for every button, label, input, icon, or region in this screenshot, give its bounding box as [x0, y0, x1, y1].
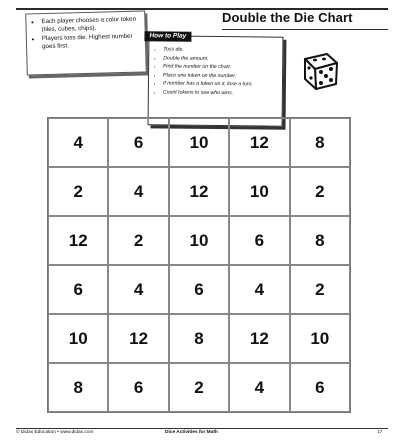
chart-cell: 4: [229, 265, 289, 314]
chart-cell: 6: [229, 216, 289, 265]
page-title: Double the Die Chart: [222, 10, 353, 25]
chart-cell: 2: [108, 216, 168, 265]
how-to-play-card: [148, 32, 284, 126]
footer-rule: [16, 428, 388, 429]
chart-cell: 10: [169, 216, 229, 265]
how-to-play-step: • Place one token on the number.: [163, 71, 283, 81]
number-chart: [47, 117, 351, 413]
how-to-play-step: • If number has a token on it, lose a turn.: [163, 80, 283, 90]
chart-cell: 8: [169, 314, 229, 363]
chart-cell: 6: [108, 363, 168, 412]
chart-cell: 12: [48, 216, 108, 265]
footer-book-title: Dice Activities for Math: [165, 430, 218, 435]
chart-cell: 4: [108, 265, 168, 314]
chart-cell: 8: [290, 216, 350, 265]
how-to-play-label: How to Play: [144, 31, 191, 41]
setup-note: [25, 10, 147, 75]
chart-cell: 8: [290, 118, 350, 167]
chart-cell: 2: [290, 265, 350, 314]
chart-cell: 2: [290, 167, 350, 216]
page-number: 17: [377, 430, 383, 435]
how-to-play-step: • Find the number on the chart.: [163, 63, 283, 73]
how-to-play-step: • Double the amount.: [163, 54, 283, 64]
how-to-play-step: • Toss die.: [163, 45, 283, 55]
how-to-play-step: • Count tokens to see who wins.: [163, 88, 283, 98]
setup-item: • Players toss die. Highest number goes first.: [42, 33, 145, 51]
chart-cell: 12: [169, 167, 229, 216]
chart-cell: 4: [48, 118, 108, 167]
chart-cell: 6: [169, 265, 229, 314]
title-underline: [222, 29, 388, 30]
chart-cell: 2: [169, 363, 229, 412]
chart-cell: 2: [48, 167, 108, 216]
chart-cell: 6: [290, 363, 350, 412]
die-icon: [296, 47, 344, 93]
setup-item: • Each player chooses a color token (tiles, cubes, chips).: [41, 15, 144, 33]
chart-cell: 12: [108, 314, 168, 363]
chart-cell: 4: [108, 167, 168, 216]
chart-cell: 4: [229, 363, 289, 412]
chart-cell: 8: [48, 363, 108, 412]
footer-copyright: © Didax Education • www.didax.com: [16, 430, 94, 435]
chart-cell: 12: [229, 314, 289, 363]
chart-cell: 6: [48, 265, 108, 314]
chart-cell: 6: [108, 118, 168, 167]
chart-cell: 10: [290, 314, 350, 363]
chart-cell: 10: [48, 314, 108, 363]
chart-cell: 10: [229, 167, 289, 216]
chart-cell: 10: [169, 118, 229, 167]
chart-cell: 12: [229, 118, 289, 167]
